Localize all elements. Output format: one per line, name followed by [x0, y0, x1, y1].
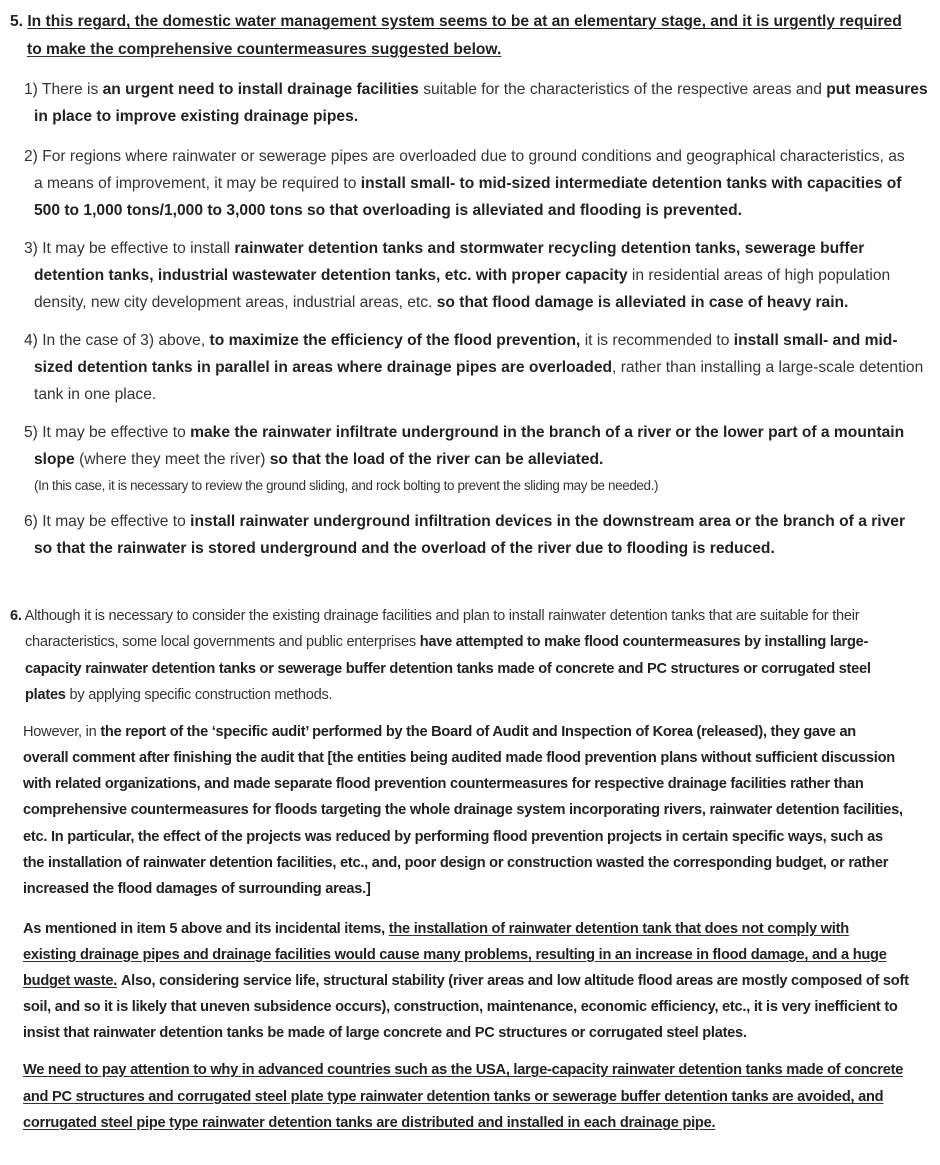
item-1-line-2: in place to improve existing drainage pipes. — [34, 108, 359, 125]
item-3-line-2: detention tanks, industrial wastewater detention tanks, etc. with proper capacity in residential areas of high population — [34, 267, 891, 284]
item-4-line-1: 4) In the case of 3) above, to maximize the efficiency of the flood prevention, it is recommended to install small- and mid- — [24, 332, 898, 349]
item5-ref-line-2: existing drainage pipes and drainage facilities would cause many problems, resulting in an increase in flood damage, and a huge — [23, 947, 887, 963]
item-5-note: (In this case, it is necessary to review the ground sliding, and rock bolting to prevent the sliding may be needed.) — [34, 478, 659, 493]
audit-line-2: overall comment after finishing the audit that [the entities being audited made flood prevention plans without sufficient discussion — [23, 750, 895, 766]
audit-line-7: increased the flood damages of surrounding areas.] — [23, 881, 371, 897]
item-3-line-1: 3) It may be effective to install rainwater detention tanks and stormwater recycling detention tanks, sewerage buffer — [24, 240, 865, 257]
item-6-line-2: so that the rainwater is stored underground and the overload of the river due to flooding is reduced. — [34, 540, 775, 557]
section-6-line-3: capacity rainwater detention tanks or sewerage buffer detention tanks made of concrete and PC structures or corrugated steel — [25, 661, 871, 677]
section-6-line-1: 6. Although it is necessary to consider the existing drainage facilities and plan to install rainwater detention tanks that are suitable for their — [10, 608, 860, 624]
section-5-line-1: 5. In this regard, the domestic water management system seems to be at an elementary stage, and it is urgently required — [10, 13, 902, 30]
item5-ref-line-5: insist that rainwater detention tanks be made of large concrete and PC structures or corrugated steel plates. — [23, 1025, 747, 1041]
item5-ref-line-1: As mentioned in item 5 above and its incidental items, the installation of rainwater detention tank that does not comply with — [23, 921, 849, 937]
section-5-line-2: to make the comprehensive countermeasures suggested below. — [27, 41, 502, 58]
advanced-countries-line-2: and PC structures and corrugated steel plate type rainwater detention tanks or sewerage buffer detention tanks are avoided, and — [23, 1089, 884, 1105]
item-1-line-1: 1) There is an urgent need to install drainage facilities suitable for the characteristics of the respective areas and put measures — [24, 81, 928, 98]
advanced-countries-line-3: corrugated steel pipe type rainwater detention tanks are distributed and installed in each drainage pipe. — [23, 1115, 716, 1131]
item-4-line-3: tank in one place. — [34, 386, 157, 403]
section-6-line-4: plates by applying specific construction methods. — [25, 687, 333, 703]
item-5-line-1: 5) It may be effective to make the rainwater infiltrate underground in the branch of a river or the lower part of a mountain — [24, 424, 905, 441]
audit-line-6: the installation of rainwater detention facilities, etc., and, poor design or construction wasted the corresponding budget, or rather — [23, 855, 889, 871]
item-2-line-3: 500 to 1,000 tons/1,000 to 3,000 tons so that overloading is alleviated and flooding is prevented. — [34, 202, 742, 219]
item-3-line-3: density, new city development areas, industrial areas, etc. so that flood damage is alleviated in case of heavy rain. — [34, 294, 849, 311]
section-6-line-2: characteristics, some local governments and public enterprises have attempted to make flood countermeasures by installing large- — [25, 634, 869, 650]
audit-line-1: However, in the report of the ‘specific audit’ performed by the Board of Audit and Inspection of Korea (released), they gave an — [23, 724, 856, 740]
item-4-line-2: sized detention tanks in parallel in areas where drainage pipes are overloaded, rather than installing a large-scale detention — [34, 359, 924, 376]
audit-line-3: with related organizations, and made separate flood prevention countermeasures for respective drainage facilities rather than — [23, 776, 864, 792]
item-5-line-2: slope (where they meet the river) so that the load of the river can be alleviated. — [34, 451, 604, 468]
audit-line-5: etc. In particular, the effect of the projects was reduced by performing flood prevention projects in certain specific ways, such as — [23, 829, 883, 845]
item-6-line-1: 6) It may be effective to install rainwater underground infiltration devices in the downstream area or the branch of a river — [24, 513, 906, 530]
item-2-line-1: 2) For regions where rainwater or sewerage pipes are overloaded due to ground conditions and geographical characteristics, as — [24, 148, 905, 165]
audit-line-4: comprehensive countermeasures for floods targeting the whole drainage system incorporating rivers, rainwater detention facilities, — [23, 802, 903, 818]
item5-ref-line-4: soil, and so it is likely that uneven subsidence occurs), construction, maintenance, economic efficiency, etc., it is very inefficient to — [23, 999, 898, 1015]
item5-ref-line-3: budget waste. Also, considering service life, structural stability (river areas and low altitude flood areas are mostly composed of soft — [23, 973, 909, 989]
advanced-countries-line-1: We need to pay attention to why in advanced countries such as the USA, large-capacity rainwater detention tanks made of concrete — [23, 1062, 904, 1078]
item-2-line-2: a means of improvement, it may be required to install small- to mid-sized intermediate detention tanks with capacities of — [34, 175, 902, 192]
